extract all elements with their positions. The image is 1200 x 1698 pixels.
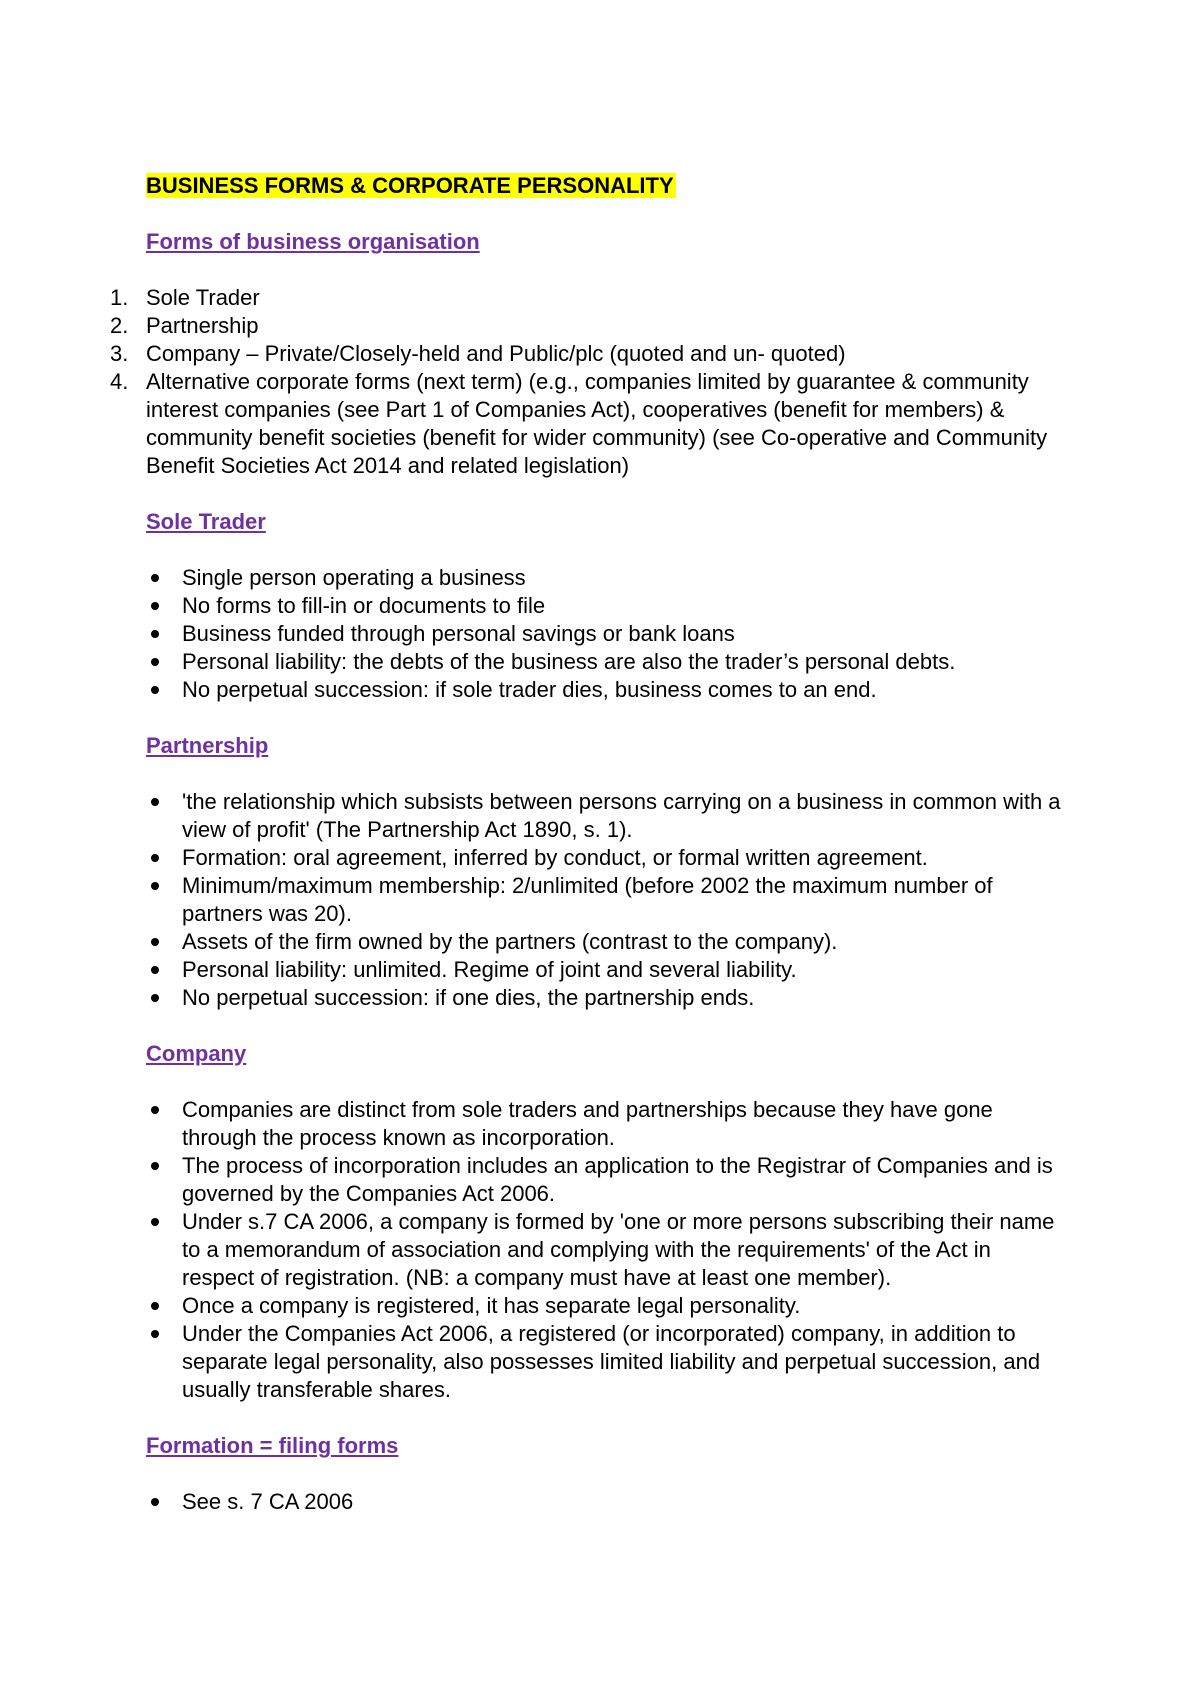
list-item-text: The process of incorporation includes an application to the Registrar of Companies and is governed by the Companies Act 2006.	[182, 1153, 1053, 1206]
numbered-item	[110, 368, 1066, 480]
list-item-text: 'the relationship which subsists between persons carrying on a business in common with a view of profit' (The Partnership Act 1890, s. 1).	[182, 789, 1061, 842]
list-item	[146, 1320, 1066, 1404]
list-item-text: No perpetual succession: if one dies, the partnership ends.	[182, 985, 755, 1010]
list-item-text: Minimum/maximum membership: 2/unlimited (before 2002 the maximum number of partners was 20).	[182, 873, 993, 926]
forms-numbered-list	[110, 284, 1066, 480]
list-item	[146, 956, 1066, 984]
bullet-icon	[151, 1302, 159, 1310]
bullet-icon	[151, 658, 159, 666]
list-item	[146, 620, 1066, 648]
heading-formation: Formation = filing forms	[146, 1433, 399, 1458]
company-bullet-list	[146, 1096, 1066, 1404]
list-item-text: No forms to fill-in or documents to file	[182, 593, 546, 618]
bullet-icon	[151, 1218, 159, 1226]
list-item	[146, 564, 1066, 592]
bullet-icon	[151, 994, 159, 1002]
list-item	[146, 928, 1066, 956]
list-item	[146, 872, 1066, 928]
item-number: 3.	[110, 341, 129, 366]
sole-trader-bullet-list	[146, 564, 1066, 704]
item-text: Sole Trader	[146, 285, 260, 310]
list-item-text: Assets of the firm owned by the partners (contrast to the company).	[182, 929, 838, 954]
item-number: 1.	[110, 285, 129, 310]
bullet-icon	[151, 1330, 159, 1338]
numbered-item	[110, 340, 1066, 368]
numbered-item	[110, 312, 1066, 340]
heading-forms-of-business: Forms of business organisation	[146, 229, 480, 254]
list-item	[146, 1208, 1066, 1292]
list-item	[146, 648, 1066, 676]
bullet-icon	[151, 574, 159, 582]
heading-sole-trader: Sole Trader	[146, 509, 266, 534]
list-item	[146, 1488, 1066, 1516]
list-item	[146, 1152, 1066, 1208]
list-item	[146, 676, 1066, 704]
list-item-text: No perpetual succession: if sole trader dies, business comes to an end.	[182, 677, 877, 702]
bullet-icon	[151, 798, 159, 806]
list-item	[146, 1292, 1066, 1320]
bullet-icon	[151, 630, 159, 638]
list-item-text: Companies are distinct from sole traders and partnerships because they have gone through the process known as incorporation.	[182, 1097, 993, 1150]
bullet-icon	[151, 1106, 159, 1114]
bullet-icon	[151, 1162, 159, 1170]
bullet-icon	[151, 882, 159, 890]
list-item	[146, 984, 1066, 1012]
list-item-text: Once a company is registered, it has separate legal personality.	[182, 1293, 801, 1318]
list-item	[146, 1096, 1066, 1152]
list-item-text: See s. 7 CA 2006	[182, 1489, 354, 1514]
partnership-bullet-list	[146, 788, 1066, 1012]
list-item-text: Personal liability: unlimited. Regime of joint and several liability.	[182, 957, 797, 982]
list-item-text: Personal liability: the debts of the business are also the trader’s personal debts.	[182, 649, 956, 674]
bullet-icon	[151, 686, 159, 694]
list-item	[146, 788, 1066, 844]
formation-bullet-list	[146, 1488, 1066, 1516]
title-line	[146, 172, 1066, 200]
list-item-text: Under s.7 CA 2006, a company is formed by 'one or more persons subscribing their name to a memorandum of association and complying with the requirements' of the Act in respect of registration. (NB: a company must have at least one member).	[182, 1209, 1055, 1290]
item-number: 4.	[110, 369, 129, 394]
list-item-text: Formation: oral agreement, inferred by conduct, or formal written agreement.	[182, 845, 928, 870]
bullet-icon	[151, 938, 159, 946]
list-item	[146, 592, 1066, 620]
document-content	[110, 172, 1066, 1516]
bullet-icon	[151, 602, 159, 610]
document-title: BUSINESS FORMS & CORPORATE PERSONALITY	[146, 173, 674, 198]
list-item-text: Under the Companies Act 2006, a registered (or incorporated) company, in addition to separate legal personality, also possesses limited liability and perpetual succession, and usually transferable shares.	[182, 1321, 1041, 1402]
bullet-icon	[151, 854, 159, 862]
item-text: Alternative corporate forms (next term) (e.g., companies limited by guarantee & community interest companies (see Part 1 of Companies Act), cooperatives (benefit for members) & community benefit societies (benefit for wider community) (see Co-operative and Community Benefit Societies Act 2014 and related legislation)	[146, 369, 1048, 478]
numbered-item	[110, 284, 1066, 312]
list-item-text: Business funded through personal savings or bank loans	[182, 621, 735, 646]
item-text: Company – Private/Closely-held and Public/plc (quoted and un- quoted)	[146, 341, 846, 366]
item-text: Partnership	[146, 313, 259, 338]
item-number: 2.	[110, 313, 129, 338]
heading-company: Company	[146, 1041, 247, 1066]
bullet-icon	[151, 1498, 159, 1506]
heading-partnership: Partnership	[146, 733, 269, 758]
list-item	[146, 844, 1066, 872]
list-item-text: Single person operating a business	[182, 565, 526, 590]
bullet-icon	[151, 966, 159, 974]
